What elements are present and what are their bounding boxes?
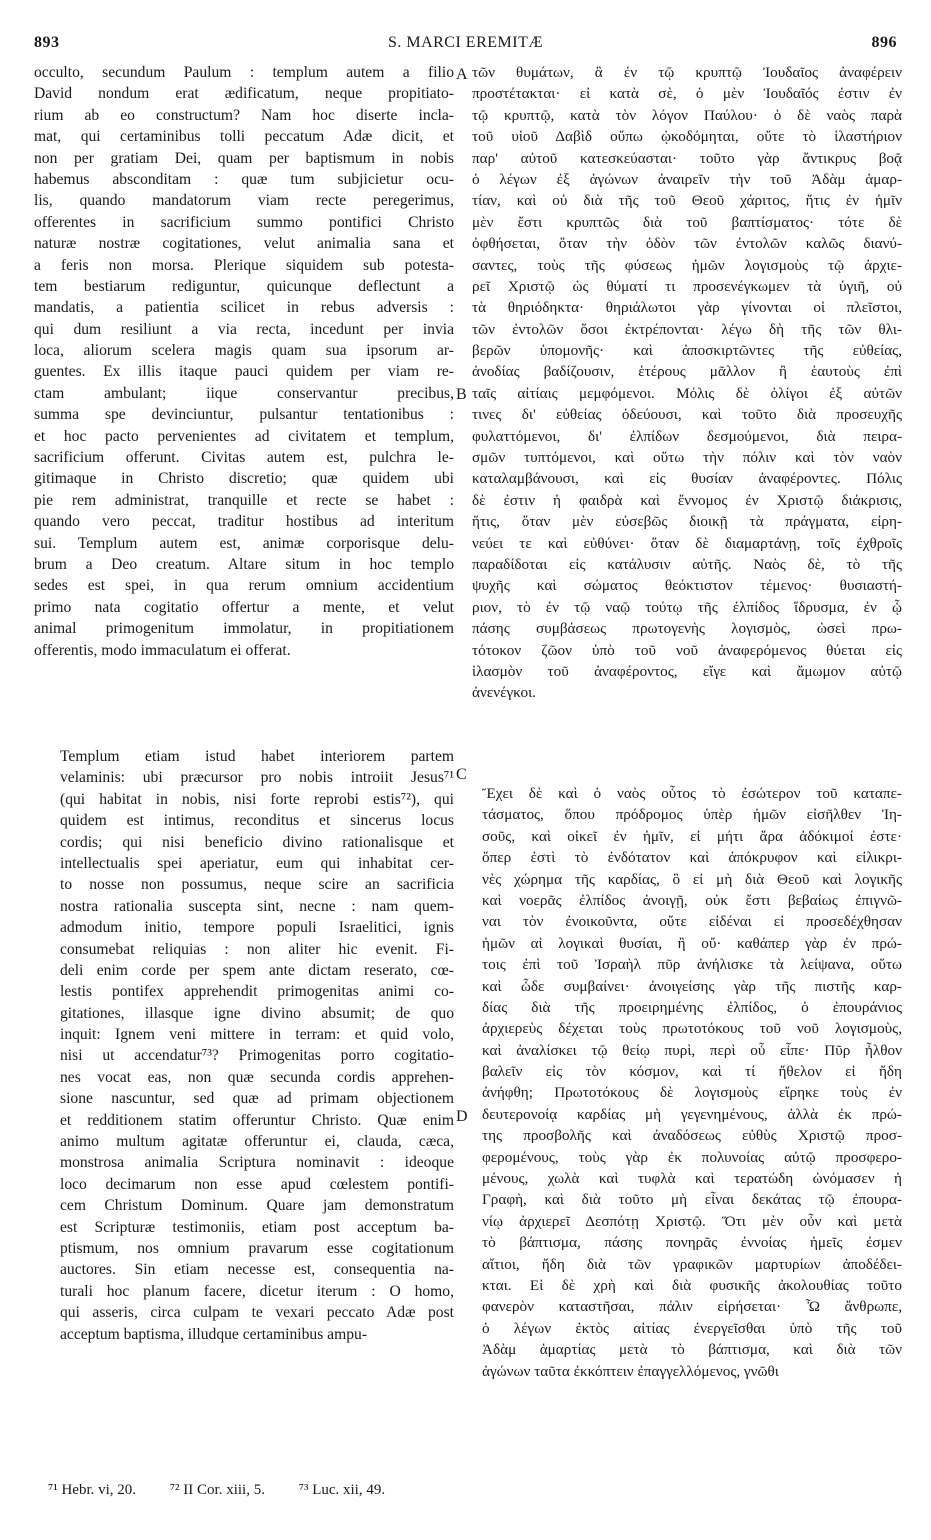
- text-line: ὀφθήσεται, ὅταν τὴν ὁδὸν τῶν ἐντολῶν καλῶς διανύ-: [472, 235, 902, 253]
- text-line: φανερὸν καταστῆσαι, πάλιν εἰρήσεται· Ὦ ἄνθρωπε,: [482, 1298, 902, 1316]
- text-line: loco decimarum non esse apud cœlestem pontifi-: [60, 1175, 454, 1193]
- text-line: ἀνενέγκοι.: [472, 684, 536, 702]
- text-line: σαντες, τοὺς τῆς φύσεως ἡμῶν λογισμοὺς τῷ ἀρχιε-: [472, 256, 902, 274]
- text-line: σμῶν τυπτόμενοι, καὶ οὕτω τὴν πόλιν καὶ τὸν ναὸν: [472, 449, 902, 467]
- section-marker-a: A: [456, 66, 468, 83]
- text-line: acceptum baptisma, illudque certaminibus ampu-: [60, 1325, 368, 1343]
- text-line: habemus absconditam : quæ tum subjicietur ocu-: [34, 170, 454, 188]
- text-line: quando vero peccat, traditur hostibus ad interitum: [34, 513, 454, 531]
- text-line: ριον, τὸ ἐν τῷ ναῷ τούτῳ τῆς ἐλπίδος ἵδρυσμα, ἐν ᾧ: [472, 598, 902, 616]
- text-line: τῷ κρυπτῷ, κατὰ τὸν λόγον Παύλου· ὁ δὲ ναὸς παρὰ: [472, 106, 902, 124]
- text-line: occulto, secundum Paulum : templum autem a filio: [34, 64, 454, 81]
- text-line: τὰ θηριόδηκτα· θηριάλωτοι γὰρ γίνονται οἱ πλεῖστοι,: [472, 299, 902, 317]
- text-line: inquit: Ignem veni mittere in terram: et quid volo,: [60, 1026, 454, 1044]
- text-line: est Scripturæ testimoniis, etiam post acceptum ba-: [60, 1218, 454, 1236]
- text-line: to nosse non possumus, neque scire an sacrificia: [60, 876, 454, 894]
- text-line: Ἀδὰμ ἁμαρτίας μετὰ τὸ βάπτισμα, καὶ διὰ τῶν: [482, 1341, 902, 1359]
- text-line: mandatis, a patientia scilicet in rebus adversis :: [34, 299, 454, 317]
- text-line: φυλαττόμενοι, δι' ἐλπίδων δεσμούμενοι, διὰ πειρα-: [472, 427, 902, 445]
- text-line: gitimaque in Christo discretio; quæ quidem ubi: [34, 470, 454, 488]
- text-line: non per gratiam Dei, quam per baptismum in nobis: [34, 149, 454, 167]
- text-line: velaminis: ubi præcursor pro nobis introiit Jesus⁷¹: [60, 769, 454, 787]
- text-line: ὁ λέγων ἐξ ἀγώνων ἀναιρεῖν τὴν τοῦ Ἀδὰμ ἁμαρ-: [472, 170, 902, 188]
- text-line: et hoc pacto pervenientes ad civitatem et templum,: [34, 427, 454, 445]
- text-line: lestis pontifex apprehendit primogenitas animi co-: [60, 983, 454, 1001]
- footnotes: [48, 1482, 415, 1499]
- text-line: καὶ ἀναλίσκει τῷ θείῳ πυρὶ, περὶ οὗ εἶπε· Πῦρ ἦλθον: [482, 1041, 902, 1059]
- text-line: δευτερονοίᾳ καρδίας μὴ γεγενημένους, ἀλλὰ ἐκ πρώ-: [482, 1105, 902, 1123]
- text-line: sacrificium offerunt. Civitas autem est, pulchra le-: [34, 449, 454, 467]
- text-line: offerentis, modo immaculatum ei offerat.: [34, 641, 291, 659]
- text-line: cem Christum Dominum. Quare jam demonstratum: [60, 1197, 454, 1215]
- text-line: primo nata cogitatio offertur a mente, et velut: [34, 598, 454, 616]
- greek-column-paragraph-1: [472, 62, 902, 704]
- text-line: αἴτιοι, ἤδη διὰ τῶν γραφικῶν μαρτυρίων ἀποδέδει-: [482, 1255, 902, 1273]
- text-line: gitationes, illasque igne divino absumit; de quo: [60, 1004, 454, 1022]
- text-line: νὲς χώρημα τῆς καρδίας, ὃ εἰ μὴ διὰ Θεοῦ καὶ λογικῆς: [482, 870, 902, 888]
- text-line: προστέτακται· εἰ κατὰ σὲ, ὁ μὲν Ἰουδαῖός ἐστιν ἐν: [472, 85, 902, 103]
- text-line: loca, aliorum scelera magis quam sua ipsorum ar-: [34, 342, 454, 360]
- text-line: mat, qui certaminibus tolli peccatum Adæ dicit, et: [34, 128, 454, 146]
- text-line: παρ' αὐτοῦ κατεσκεύασται· τοῦτο γὰρ ἄντικρυς βοᾷ: [472, 149, 902, 167]
- text-line: sui. Templum autem est, animæ corporisque delu-: [34, 534, 454, 552]
- text-line: ἀνοδίας βαδίζουσιν, ἑτέρους μᾶλλον ἢ ἑαυτοὺς ἐπὶ: [472, 363, 902, 381]
- text-line: Ἔχει δὲ καὶ ὁ ναὸς οὗτος τὸ ἐσώτερον τοῦ καταπε-: [482, 785, 902, 802]
- section-marker-c: C: [456, 766, 467, 783]
- text-line: animal primogenitum immolatur, in propitiationem: [34, 620, 454, 638]
- text-line: nisi ut accendatur⁷³? Primogenitas porro cogitatio-: [60, 1047, 454, 1065]
- text-line: turali hoc planum facere, dicetur iterum : O homo,: [60, 1282, 454, 1300]
- text-line: ὅπερ ἐστὶ τὸ ἐνδότατον καὶ ἀπόκρυφον καὶ εἰλικρι-: [482, 849, 902, 867]
- text-line: δίας διὰ τῆς προειρημένης ἐλπίδος, ὁ ἐπουράνιος: [482, 998, 902, 1016]
- text-line: quidem est intimus, reconditus et sincerus locus: [60, 812, 454, 830]
- text-line: τινες δι' εὐθείας ὁδεύουσι, καὶ τοῦτο διὰ προσευχῆς: [472, 406, 902, 424]
- text-line: ἀγώνων ταῦτα ἐκκόπτειν ἐπαγγελλόμενος, γνῶθι: [482, 1362, 779, 1380]
- text-line: τάσματος, ὅπου πρόδρομος ὑπὲρ ἡμῶν εἰσῆλθεν Ἰη-: [482, 806, 902, 824]
- page-number-right: 896: [871, 34, 897, 51]
- text-line: ἀνήφθη; Πρωτοτόκους δὲ λογισμοὺς εἴρηκε τοὺς ἐν: [482, 1084, 902, 1102]
- text-line: φερομένους, τοὺς γὰρ ἐκ πολυνοίας αὐτῷ προσφερο-: [482, 1148, 902, 1166]
- text-line: ὁ λέγων ἐκτὸς αἰτίας ἐνεργεῖσθαι ὑπὸ τῆς τοῦ: [482, 1319, 902, 1337]
- text-line: ctam ambulant; iique conservantur precibus,: [34, 384, 454, 402]
- text-line: τοῦ υἱοῦ Δαβὶδ οὔπω ᾠκοδόμηται, οὔτε τὸ ἱλαστήριον: [472, 128, 902, 146]
- text-line: a feris non morsa. Plerique siquidem sub potesta-: [34, 256, 454, 274]
- text-line: guentes. Ex illis itaque pauci quidem per viam re-: [34, 363, 454, 381]
- text-line: monstrosa animalia Scriptura nominavit : ideoque: [60, 1154, 454, 1172]
- footnote-71: ⁷¹ Hebr. vi, 20.: [48, 1482, 137, 1498]
- text-line: βερῶν ὑπομονῆς· καὶ ἀποσκιρτῶντες τῆς εὐθείας,: [472, 342, 902, 360]
- section-marker-b: B: [456, 386, 467, 403]
- text-line: τίαν, καὶ οὐ διὰ τῆς τοῦ Θεοῦ χάριτος, ἥτις ἐν ἡμῖν: [472, 192, 902, 210]
- text-line: ἡμῶν αἱ λογικαὶ θυσίαι, ἢ οὔ· καθάπερ γὰρ ἐν πρώ-: [482, 934, 902, 952]
- text-line: sione nascuntur, sed quæ ad primam objectionem: [60, 1090, 454, 1108]
- text-line: nostra rationalia suscepta sint, necne : nam quem-: [60, 897, 454, 915]
- text-line: τὸ βάπτισμα, πάσης πονηρᾶς ἐννοίας ἡμεῖς ἐσμεν: [482, 1234, 902, 1252]
- text-line: admodum initio, tempore populi Israelitici, ignis: [60, 919, 454, 937]
- text-line: animo multum agitatæ offeruntur ei, clauda, cæca,: [60, 1133, 454, 1151]
- text-line: naturæ nostræ cogitationes, velut animalia sana et: [34, 235, 454, 253]
- text-line: lis, quando mandatorum viam recte peregerimus,: [34, 192, 454, 210]
- text-line: ἥτις, ὅταν μὲν εὐσεβῶς διοικῇ τὰ πράγματα, εἰρη-: [472, 513, 902, 531]
- text-line: cordis; qui nisi beneficio divino rationalisque et: [60, 833, 454, 851]
- text-line: μὲν ἔστι κρυπτῶς διὰ τοῦ βαπτίσματος· τότε δὲ: [472, 213, 902, 231]
- footnote-73: ⁷³ Luc. xii, 49.: [298, 1482, 386, 1498]
- text-line: deli enim corde per spem ante dictam reserato, cœ-: [60, 961, 454, 979]
- text-line: ἱλασμὸν τοῦ ἀναφέροντος, εἴγε καὶ ἄμωμον αὐτῷ: [472, 662, 902, 680]
- text-line: ψυχῆς καὶ σώματος θεόκτιστον τέμενος· θυσιαστή-: [472, 577, 902, 595]
- section-marker-d: D: [456, 1108, 468, 1125]
- text-line: et redditionem statim offeruntur Christo. Quæ enim: [60, 1111, 454, 1129]
- text-line: τοις ἐπὶ τοῦ Ἰσραὴλ πῦρ ἀνήλισκε τὰ λείψανα, οὕτω: [482, 956, 902, 974]
- text-line: ρεῖ Χριστῷ ὡς θύματί τι προσενέγκωμεν τὰ ὑγιῆ, οὐ: [472, 277, 902, 295]
- text-line: ptismum, nos omnium pravarum esse cogitationum: [60, 1239, 454, 1257]
- text-line: Templum etiam istud habet interiorem partem: [60, 748, 454, 765]
- text-line: τῶν ἐντολῶν ὅσοι ἐκτρέπονται· λέγω δὴ τῆς τῶν θλι-: [472, 320, 902, 338]
- text-line: πάσης συμβάσεως πρωτογενὴς λογισμὸς, ὡσεὶ πρω-: [472, 620, 902, 638]
- text-line: tem bestiarum rediguntur, quicunque deflectunt a: [34, 277, 454, 295]
- text-line: παραδίδοται εἰς κατάλυσιν αὐτῆς. Ναὸς δὲ, τὸ τῆς: [472, 555, 902, 573]
- greek-column-paragraph-2: [472, 783, 902, 1382]
- text-line: pie rem administrat, tranquille et recte se habet :: [34, 491, 454, 509]
- text-line: καταλαμβάνουσι, καὶ εἰς θυσίαν ἀναφέροντες. Πόλις: [472, 470, 902, 488]
- text-line: ταῖς αἰτίαις μεμφόμενοι. Μόλις δὲ ὀλίγοι ἐξ αὐτῶν: [472, 384, 902, 402]
- page-number-left: 893: [34, 34, 60, 51]
- text-line: nes vocat eas, non quæ secunda cordis apprehen-: [60, 1068, 454, 1086]
- text-line: intellectualis spei aperiatur, eum qui inhabitat cer-: [60, 854, 454, 872]
- text-line: καὶ ὧδε συμβαίνει· ἀνοιγείσης γὰρ τῆς πιστῆς καρ-: [482, 977, 902, 995]
- text-line: offerentes in sacrificium summo pontifici Christo: [34, 213, 454, 231]
- text-line: auctores. Sin etiam necesse est, consequentia na-: [60, 1261, 454, 1279]
- text-line: τῶν θυμάτων, ἃ ἐν τῷ κρυπτῷ Ἰουδαῖος ἀναφέρειν: [472, 64, 902, 81]
- text-line: (qui habitat in nobis, nisi forte reprobi estis⁷²), qui: [60, 790, 454, 808]
- text-line: David nondum erat ædificatum, neque propitiato-: [34, 85, 454, 103]
- latin-column-paragraph-1: [34, 62, 454, 661]
- text-line: βαλεῖν εἰς τὸν κόσμον, καὶ τί ἤθελον εἰ ἤδη: [482, 1063, 902, 1081]
- text-line: qui asseris, circa culpam te vexari peccato Adæ post: [60, 1304, 454, 1322]
- text-line: sedes est spei, in qua rerum omnium accidentium: [34, 577, 454, 595]
- text-line: σοῦς, καὶ οἰκεῖ ἐν ἡμῖν, εἰ μήτι ἄρα ἀδόκιμοί ἐστε·: [482, 827, 902, 845]
- text-line: summa spe devinciuntur, pulsantur tentationibus :: [34, 406, 454, 424]
- text-line: rium ab eo constructum? Nam hoc diserte incla-: [34, 106, 454, 124]
- text-line: τότοκον ζῶον ὑπὸ τοῦ νοῦ ἀναφερόμενος θύεται εἰς: [472, 641, 902, 659]
- latin-column-paragraph-2: [34, 746, 454, 1345]
- text-line: μένους, χωλὰ καὶ τυφλὰ καὶ τερατώδη ὠνόμασεν ἡ: [482, 1170, 902, 1188]
- text-line: consumebat reliquias : non aliter hic evenit. Fi-: [60, 940, 454, 958]
- text-line: καὶ νοερᾶς ἐλπίδος ἀνοιγῇ, οὐκ ἔστι βεβαίως ἐπιγνῶ-: [482, 891, 902, 909]
- text-line: brum a Deo creatum. Altare situm in hoc templo: [34, 555, 454, 573]
- text-line: νεύει τε καὶ εὐθύνει· ὅταν δὲ διαμαρτάνῃ, τοῖς ἐχθροῖς: [472, 534, 902, 552]
- text-line: της προσβολῆς καὶ ἀναδόσεως εὐθὺς Χριστῷ προσ-: [482, 1127, 902, 1145]
- text-line: δὲ ἐστιν ἡ φαιδρὰ καὶ ἔννομος ἐν Χριστῷ διάκρισις,: [472, 491, 902, 509]
- text-line: νίῳ ἀρχιερεῖ Δεσπότῃ Χριστῷ. Ὅτι μὲν οὖν καὶ μετὰ: [482, 1212, 902, 1230]
- footnote-72: ⁷² II Cor. xiii, 5.: [169, 1482, 265, 1498]
- text-line: qui dum resiliunt a via recta, incedunt per invia: [34, 320, 454, 338]
- running-title: S. MARCI EREMITÆ: [387, 34, 544, 51]
- text-line: ἀρχιερεὺς δέχεται τοὺς πρωτοτόκους τοῦ νοῦ λογισμοὺς,: [482, 1020, 902, 1038]
- text-line: κται. Εἰ δὲ χρὴ καὶ διὰ φυσικῆς ἀκολουθίας τοῦτο: [482, 1276, 902, 1294]
- text-line: ναι τὸν ἐνοικοῦντα, οὔτε εἰδέναι εἰ προσεδέχθησαν: [482, 913, 902, 931]
- text-line: Γραφὴ, καὶ διὰ τοῦτο μὴ εἶναι δεκάτας τῷ ἐπουρα-: [482, 1191, 902, 1209]
